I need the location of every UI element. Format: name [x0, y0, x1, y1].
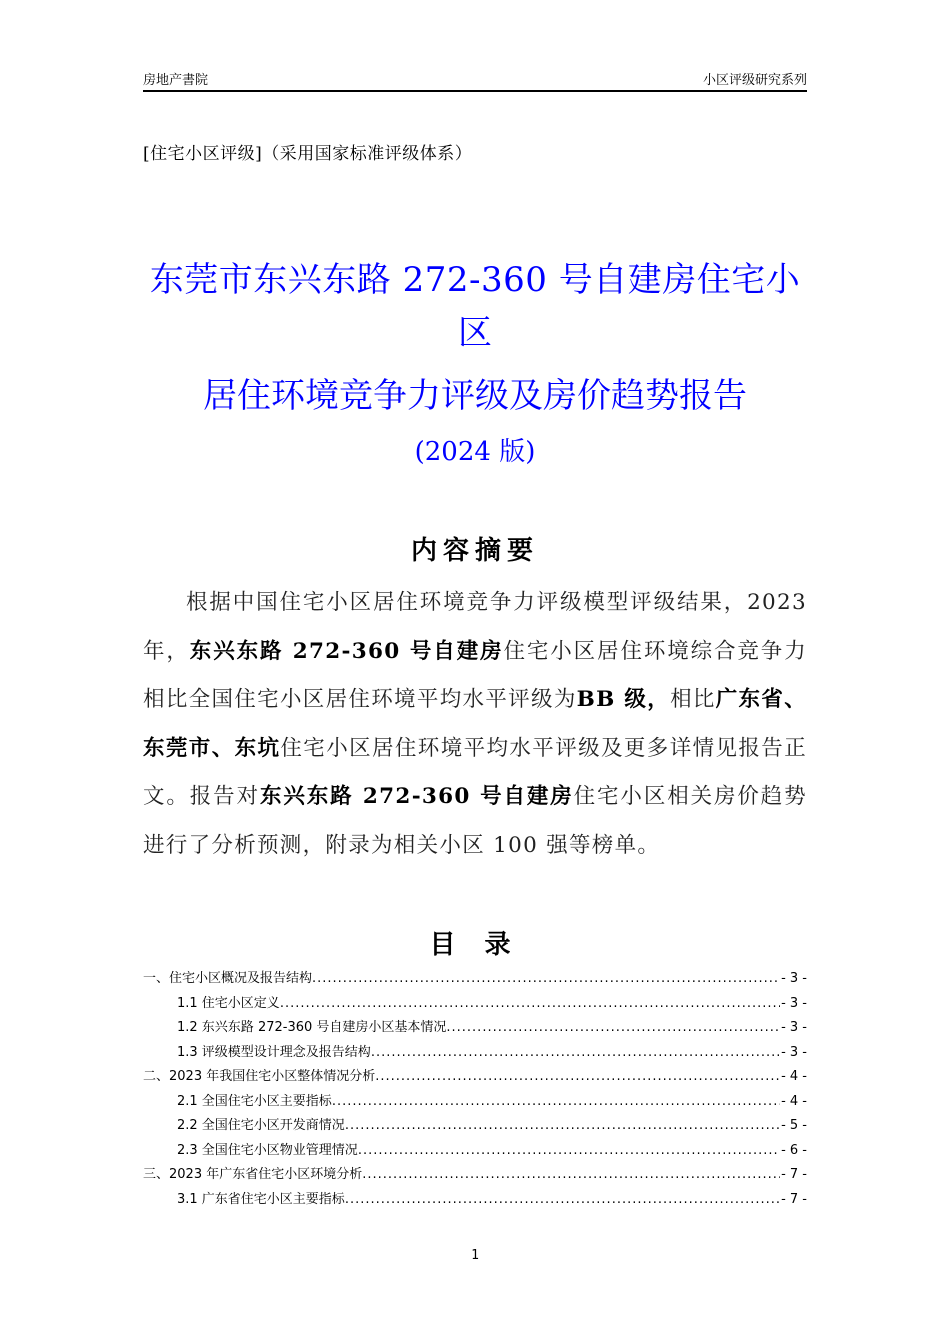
- toc-entry-page: - 4 -: [781, 1093, 807, 1109]
- toc-leader: [375, 1065, 780, 1090]
- toc-entry-page: - 7 -: [781, 1191, 807, 1207]
- toc-entry[interactable]: [143, 1090, 807, 1115]
- report-edition: (2024 版): [414, 437, 536, 467]
- toc-entry-label: 一、住宅小区概况及报告结构: [143, 971, 313, 986]
- toc-entry[interactable]: [143, 1188, 807, 1213]
- toc-entry[interactable]: [143, 967, 807, 992]
- toc-entry-label: 3.1 广东省住宅小区主要指标: [177, 1191, 345, 1207]
- toc-entry-label: 2.1 全国住宅小区主要指标: [177, 1093, 332, 1109]
- toc-entry[interactable]: [143, 1065, 807, 1090]
- toc-entry-page: - 5 -: [781, 1118, 807, 1133]
- toc-leader: [345, 1114, 780, 1139]
- toc-leader: [280, 992, 780, 1017]
- toc-leader: [362, 1163, 780, 1188]
- abstract-text: 相比: [670, 687, 716, 712]
- toc-entry-page: - 4 -: [781, 1069, 807, 1084]
- toc-entry[interactable]: [143, 1016, 807, 1041]
- abstract-body: [143, 579, 807, 870]
- abstract-text: 住宅小区相关房价趋势进行了分析预测，附录为相关小区 100 强等榜单。: [143, 784, 807, 858]
- report-title-line-1: 东莞市东兴东路 272-360 号自建房住宅小: [149, 260, 801, 300]
- toc-entry[interactable]: [143, 1163, 807, 1188]
- toc-leader: [312, 967, 780, 992]
- toc-leader: [345, 1188, 780, 1213]
- comparison-regions: 广东省、东莞市、东坑: [143, 687, 807, 761]
- toc-entry-page: - 3 -: [781, 1020, 807, 1035]
- abstract-text: 住宅小区居住环境综合竞争力相比全国住宅小区居住环境平均水平评级为: [143, 638, 807, 712]
- report-title-line-2: 区: [458, 313, 492, 353]
- toc-heading: 目 录: [429, 930, 521, 960]
- toc-entry[interactable]: [143, 1114, 807, 1139]
- toc-entry-label: 二、2023 年我国住宅小区整体情况分析: [143, 1069, 376, 1084]
- toc-entry-page: - 3 -: [781, 995, 807, 1011]
- toc-entry-page: - 6 -: [781, 1142, 807, 1158]
- toc-entry[interactable]: [143, 1139, 807, 1164]
- toc-entry-label: 三、2023 年广东省住宅小区环境分析: [143, 1167, 363, 1182]
- toc-entry[interactable]: [143, 1041, 807, 1066]
- toc-leader: [358, 1139, 780, 1164]
- toc-entry-page: - 3 -: [781, 1044, 807, 1060]
- header-publisher: 房地产書院: [143, 73, 209, 88]
- abstract-heading: 内容摘要: [410, 536, 539, 566]
- community-name: 东兴东路 272-360 号自建房: [189, 638, 504, 664]
- abstract-paragraph: [143, 579, 807, 870]
- toc-entry-label: 1.3 评级模型设计理念及报告结构: [177, 1044, 371, 1060]
- community-name: 东兴东路 272-360 号自建房: [259, 784, 574, 809]
- toc-entry-label: 1.2 东兴东路 272-360 号自建房小区基本情况: [177, 1020, 447, 1035]
- page-number: 1: [471, 1248, 479, 1263]
- report-title-line-3: 居住环境竞争力评级及房价趋势报告: [203, 376, 747, 416]
- abstract-text: 住宅小区居住环境平均水平评级及更多详情见报告正文。报告对: [143, 735, 807, 809]
- page-header: [143, 68, 807, 92]
- toc-entry-label: 2.2 全国住宅小区开发商情况: [177, 1118, 345, 1133]
- toc-leader: [371, 1041, 780, 1066]
- toc-entry-label: 2.3 全国住宅小区物业管理情况: [177, 1142, 358, 1158]
- abstract-text: 根据中国住宅小区居住环境竞争力评级模型评级结果，2023 年，: [143, 590, 807, 664]
- toc-entry-page: - 7 -: [781, 1167, 807, 1182]
- toc-entry[interactable]: [143, 992, 807, 1017]
- toc-entry-label: 1.1 住宅小区定义: [177, 995, 280, 1011]
- header-series: 小区评级研究系列: [702, 73, 807, 88]
- report-category: [住宅小区评级]（采用国家标准评级体系）: [143, 144, 473, 164]
- table-of-contents: [143, 967, 807, 1212]
- toc-leader: [446, 1016, 780, 1041]
- rating-grade: BB 级，: [576, 687, 671, 712]
- toc-entry-page: - 3 -: [781, 971, 807, 986]
- toc-leader: [332, 1090, 780, 1115]
